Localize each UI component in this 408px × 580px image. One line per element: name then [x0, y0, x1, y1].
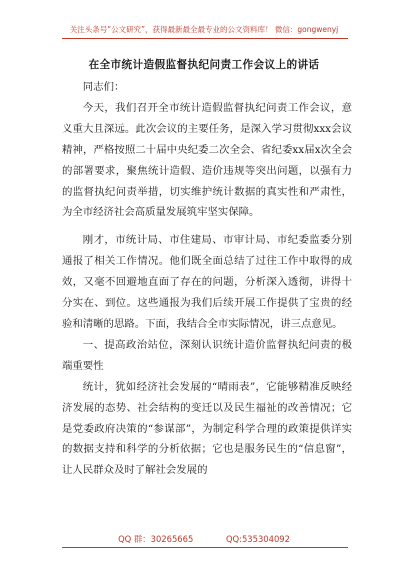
- body-paragraph: 今天，我们召开全市统计造假监督执纪问责工作会议，意义重大且深远。此次会议的主要任务，是深入学习贯彻xxx会议精神，严格按照二十届中央纪委二次全会、省纪委xx届x次全会的部署要求，聚焦统计造假、造价违规等突出问题，以强有力的监督执纪问责举措，切实维护统计数据的真实性和严肃性，为全市经济社会高质量发展筑牢坚实保障。: [62, 101, 352, 219]
- body-paragraph: 刚才，市统计局、市住建局、市审计局、市纪委监委分别通报了相关工作情况。他们既全面总结了过往工作中取得的成效，又毫不回避地直面了存在的问题，分析深入透彻，讲得十分实在、到位。这些通报为我们后续开展工作提供了宝贵的经验和清晰的思路。下面，我结合全市实际情况，讲三点意见。: [62, 234, 352, 330]
- document-title: 在全市统计造假监督执纪问责工作会议上的讲话: [88, 59, 320, 71]
- salutation: 同志们：: [82, 81, 125, 93]
- body-paragraph: 统计，犹如经济社会发展的“晴雨表”，它能够精准反映经济发展的态势、社会结构的变迁以及民生福祉的改善情况；它是党委政府决策的“参谋部”，为制定科学合理的政策提供详实的数据支持和科学的分析依据；它也是服务民生的“信息窗”，让人民群众及时了解社会发展的: [62, 380, 352, 477]
- footer-contact: [0, 533, 408, 545]
- section-heading: 一、提高政治站位，深刻认识统计造价监督执纪问责的极端重要性: [62, 338, 352, 372]
- footer-qq: QQ:535304092: [225, 534, 290, 544]
- footer-qq-group: QQ 群：30265665: [118, 534, 194, 544]
- header-notice: 关注头条号“公文研究”，获得最新最全最专业的公文资料库！ 微信：gongwenyj: [69, 25, 339, 34]
- header-divider: [62, 38, 348, 39]
- footer-divider: [62, 547, 348, 548]
- document-body: [62, 77, 352, 481]
